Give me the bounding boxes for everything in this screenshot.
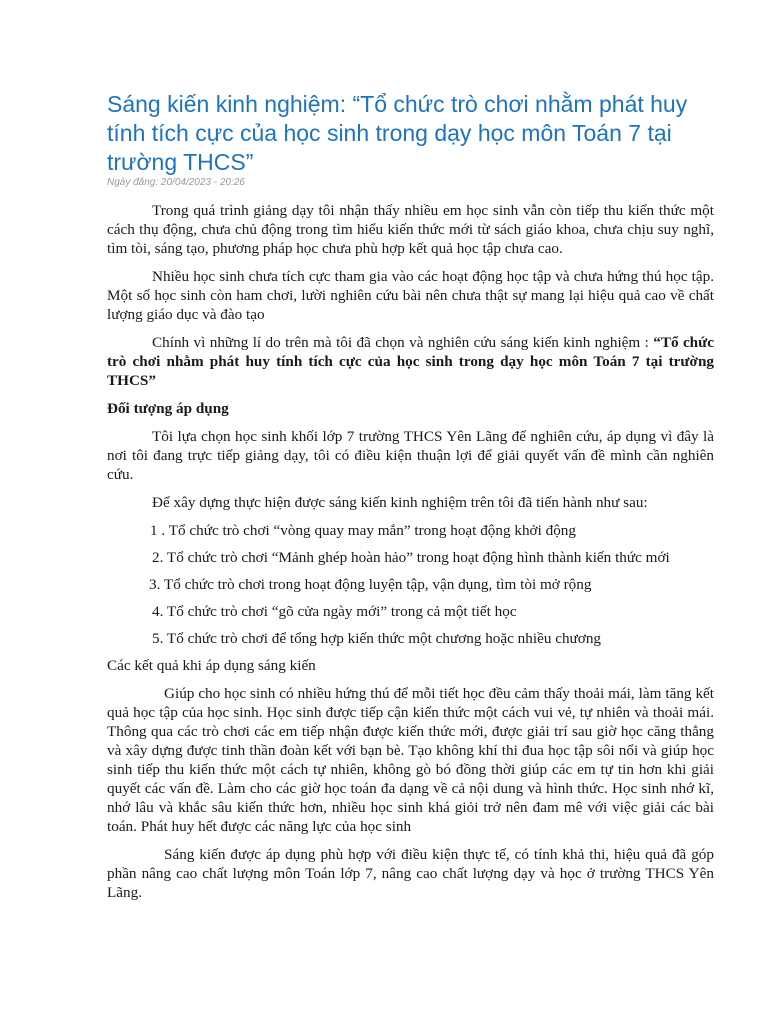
paragraph-reason <box>107 333 714 390</box>
paragraph-steps-intro: Để xây dựng thực hiện được sáng kiến kinh nghiệm trên tôi đã tiến hành như sau: <box>152 494 648 511</box>
list-item: 1 . Tổ chức trò chơi “vòng quay may mắn” trong hoạt động khởi động <box>150 522 576 539</box>
list-item: 2. Tổ chức trò chơi “Mảnh ghép hoàn hảo” trong hoạt động hình thành kiến thức mới <box>152 549 670 566</box>
paragraph-subjects: Tôi lựa chọn học sinh khối lớp 7 trường THCS Yên Lãng để nghiên cứu, áp dụng vì đây là nơi tôi đang trực tiếp giảng dạy, tôi có điều kiện thuận lợi để giải quyết vấn đề mình cần nghiên cứu. <box>107 428 714 483</box>
paragraph-problem: Nhiều học sinh chưa tích cực tham gia vào các hoạt động học tập và chưa hứng thú học tập. Một số học sinh còn ham chơi, lười nghiên cứu bài nên chưa thật sự mang lại hiệu quả cao về chất lượng giáo dục và đào tạo <box>107 268 714 323</box>
heading-results: Các kết quả khi áp dụng sáng kiến <box>107 657 316 674</box>
list-item: 5. Tổ chức trò chơi để tổng hợp kiến thức một chương hoặc nhiều chương <box>152 630 602 647</box>
paragraph-reason-lead: Chính vì những lí do trên mà tôi đã chọn và nghiên cứu sáng kiến kinh nghiệm : <box>152 334 654 351</box>
list-item: 3. Tổ chức trò chơi trong hoạt động luyện tập, vận dụng, tìm tòi mở rộng <box>149 576 592 593</box>
article-title: Sáng kiến kinh nghiệm: “Tổ chức trò chơi nhằm phát huy tính tích cực của học sinh trong dạy học môn Toán 7 tại trường THCS” <box>107 91 688 175</box>
list-item: 4. Tổ chức trò chơi “gõ cửa ngày mới” trong cả một tiết học <box>152 603 517 620</box>
heading-subjects: Đối tượng áp dụng <box>107 400 229 417</box>
paragraph-intro: Trong quá trình giảng dạy tôi nhận thấy nhiều em học sinh vẫn còn tiếp thu kiến thức một cách thụ động, chưa chủ động trong tìm hiểu kiến thức mới từ sách giáo khoa, chưa chịu suy nghĩ, tìm tòi, sáng tạo, phương pháp học chưa phù hợp kết quả học tập chưa cao. <box>107 202 714 257</box>
paragraph-conclusion: Sáng kiến được áp dụng phù hợp với điều kiện thực tế, có tính khả thi, hiệu quả đã góp phần nâng cao chất lượng môn Toán lớp 7, nâng cao chất lượng dạy và học ở trường THCS Yên Lãng. <box>107 846 714 901</box>
publish-date: Ngày đăng: 20/04/2023 - 20:26 <box>107 177 245 188</box>
paragraph-results: Giúp cho học sinh có nhiều hứng thú để mỗi tiết học đều cảm thấy thoải mái, làm tăng kết quả học tập của học sinh. Học sinh được tiếp cận kiến thức một cách vui vẻ, tự nhiên và thoải mái. Thông qua các trò chơi các em tiếp nhận được kiến thức mới, được giải trí sau giờ học căng thẳng và xây dựng được tinh thần đoàn kết với bạn bè. Tạo không khí thi đua học tập sôi nổi và giúp học sinh tiếp thu kiến thức một cách tự nhiên, không gò bó đồng thời giúp các em tự tin hơn khi giải quyết các vấn đề. Làm cho các giờ học toán đa dạng về cả nội dung và hình thức. Học sinh nhớ kĩ, nhớ lâu và khắc sâu kiến thức hơn, nhiều học sinh khá giỏi trở nên đam mê với việc giải các bài toán. Phát huy hết được các năng lực của học sinh <box>107 685 714 835</box>
initiative-title-bold: “Tổ chức trò chơi nhằm phát huy tính tích cực của học sinh trong dạy học môn Toán 7 tại trường THCS” <box>107 334 714 389</box>
article <box>107 90 714 911</box>
